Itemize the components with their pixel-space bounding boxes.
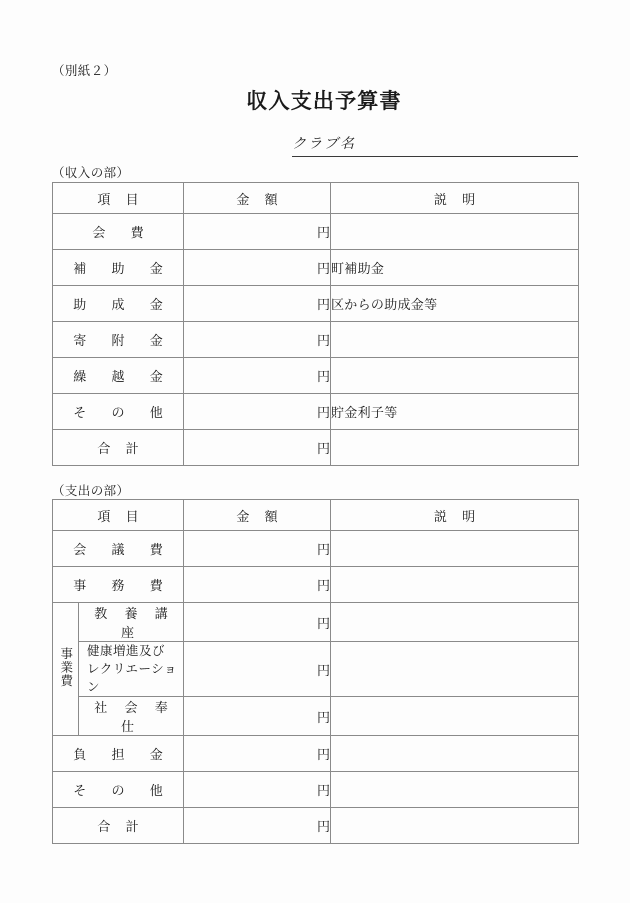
- page-title: 収入支出予算書: [246, 89, 402, 113]
- expense-desc-cell[interactable]: [331, 697, 579, 736]
- table-row: [53, 286, 579, 322]
- expense-item-label: 事 務 費: [53, 567, 184, 603]
- income-section-label: （収入の部）: [52, 166, 130, 180]
- income-desc-cell[interactable]: 貯金利子等: [331, 394, 579, 430]
- income-table-header-row: [53, 183, 579, 214]
- income-total-label: 合 計: [53, 430, 184, 466]
- table-row: [53, 736, 579, 772]
- income-desc-cell[interactable]: [331, 358, 579, 394]
- expense-desc-cell[interactable]: [331, 772, 579, 808]
- table-row: [53, 567, 579, 603]
- expense-item-label: 会 議 費: [53, 531, 184, 567]
- income-desc-cell[interactable]: [331, 214, 579, 250]
- expense-amount-cell[interactable]: 円: [184, 531, 331, 567]
- expense-desc-cell[interactable]: [331, 603, 579, 642]
- expense-amount-cell[interactable]: 円: [184, 697, 331, 736]
- expense-desc-cell[interactable]: [331, 736, 579, 772]
- income-item-label: 助 成 金: [53, 286, 184, 322]
- table-row: [53, 772, 579, 808]
- expense-table-header-row: [53, 500, 579, 531]
- document-reference: （別紙２）: [52, 64, 117, 78]
- expense-item-label: 負 担 金: [53, 736, 184, 772]
- expense-section-label: （支出の部）: [52, 484, 130, 498]
- table-row-total: [53, 808, 579, 844]
- income-table: [52, 182, 579, 466]
- income-amount-cell[interactable]: 円: [184, 286, 331, 322]
- expense-sub-item-label: 教 養 講 座: [79, 603, 184, 642]
- income-header-amount: 金 額: [184, 183, 331, 214]
- income-desc-cell[interactable]: 区からの助成金等: [331, 286, 579, 322]
- income-total-amount[interactable]: 円: [184, 430, 331, 466]
- expense-sub-item-line1: 健康増進及び: [87, 644, 166, 658]
- income-item-label: 会 費: [53, 214, 184, 250]
- expense-amount-cell[interactable]: 円: [184, 603, 331, 642]
- income-item-label: そ の 他: [53, 394, 184, 430]
- table-row: [53, 250, 579, 286]
- income-amount-cell[interactable]: 円: [184, 394, 331, 430]
- expense-desc-cell[interactable]: [331, 567, 579, 603]
- expense-header-item: 項 目: [53, 500, 184, 531]
- income-desc-cell[interactable]: [331, 322, 579, 358]
- income-item-label: 繰 越 金: [53, 358, 184, 394]
- expense-header-desc: 説 明: [331, 500, 579, 531]
- expense-header-amount: 金 額: [184, 500, 331, 531]
- expense-amount-cell[interactable]: 円: [184, 772, 331, 808]
- income-total-desc[interactable]: [331, 430, 579, 466]
- table-row: [53, 322, 579, 358]
- club-name-field[interactable]: [292, 133, 578, 157]
- table-row: [53, 358, 579, 394]
- table-row-group: [53, 642, 579, 697]
- income-header-desc: 説 明: [331, 183, 579, 214]
- table-row-group-last: [53, 697, 579, 736]
- income-item-label: 寄 附 金: [53, 322, 184, 358]
- expense-sub-item-line2: レクリエーション: [87, 662, 178, 695]
- expense-table: [52, 499, 579, 844]
- expense-total-amount[interactable]: 円: [184, 808, 331, 844]
- table-row-total: [53, 430, 579, 466]
- expense-amount-cell[interactable]: 円: [184, 642, 331, 697]
- expense-sub-item-label: [79, 642, 184, 697]
- income-item-label: 補 助 金: [53, 250, 184, 286]
- expense-amount-cell[interactable]: 円: [184, 736, 331, 772]
- expense-group-label-cell: [53, 603, 79, 736]
- expense-sub-item-label: 社 会 奉 仕: [79, 697, 184, 736]
- expense-total-desc[interactable]: [331, 808, 579, 844]
- income-amount-cell[interactable]: 円: [184, 214, 331, 250]
- expense-amount-cell[interactable]: 円: [184, 567, 331, 603]
- income-amount-cell[interactable]: 円: [184, 250, 331, 286]
- income-amount-cell[interactable]: 円: [184, 322, 331, 358]
- expense-group-label: 事業費: [58, 646, 73, 688]
- table-row-group-first: [53, 603, 579, 642]
- table-row: [53, 531, 579, 567]
- expense-desc-cell[interactable]: [331, 642, 579, 697]
- income-desc-cell[interactable]: 町補助金: [331, 250, 579, 286]
- income-amount-cell[interactable]: 円: [184, 358, 331, 394]
- expense-item-label: そ の 他: [53, 772, 184, 808]
- expense-total-label: 合 計: [53, 808, 184, 844]
- income-header-item: 項 目: [53, 183, 184, 214]
- club-name-label: クラブ名: [292, 137, 356, 152]
- table-row: [53, 394, 579, 430]
- table-row: [53, 214, 579, 250]
- expense-desc-cell[interactable]: [331, 531, 579, 567]
